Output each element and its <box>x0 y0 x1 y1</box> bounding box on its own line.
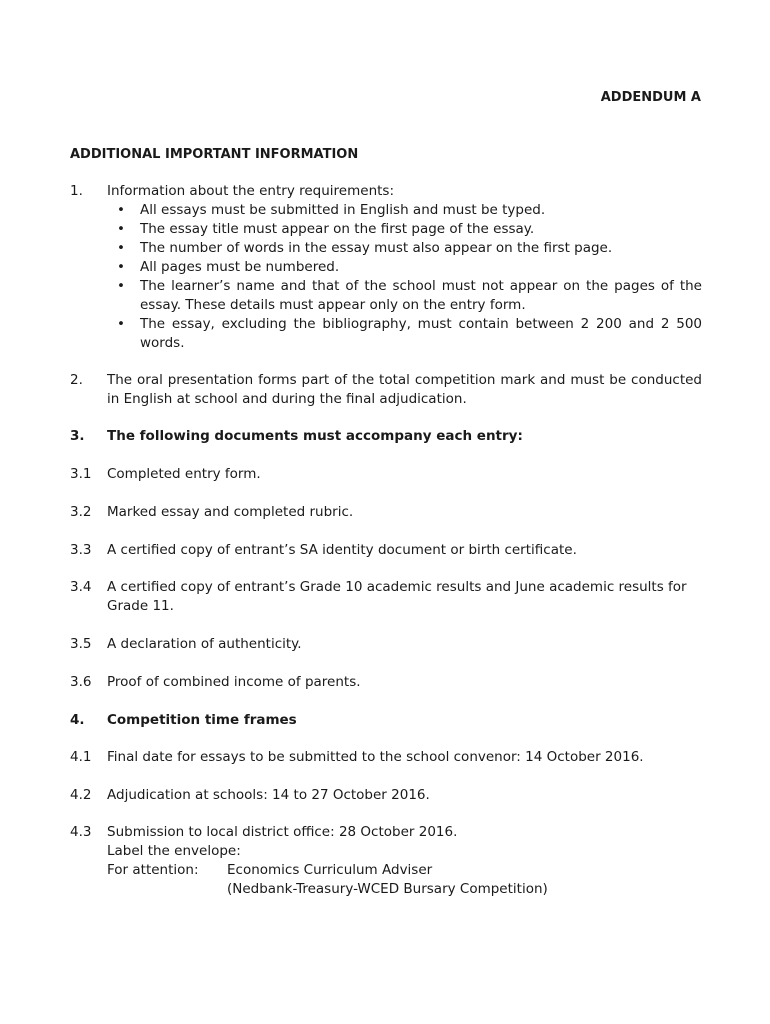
item-number: 4. <box>70 712 85 728</box>
subitem-text: Adjudication at schools: 14 to 27 October 2016. <box>107 787 430 803</box>
subitem-4-2 <box>70 786 702 805</box>
requirements-list <box>107 201 702 353</box>
list-item: • The learner’s name and that of the school must not appear on the pages of the essay. These details must appear only on the entry form. <box>117 278 702 313</box>
item-1 <box>70 182 702 353</box>
item-number: 4.3 <box>70 824 92 840</box>
submission-line: Submission to local district office: 28 October 2016. <box>107 824 458 840</box>
subitem-3-4 <box>70 578 702 616</box>
item-4-heading: Competition time frames <box>107 712 297 728</box>
item-number: 3.1 <box>70 466 92 482</box>
subitem-text: A certified copy of entrant’s Grade 10 academic results and June academic results for Grade 11. <box>107 579 687 614</box>
bullet-icon: • <box>117 240 125 256</box>
label-envelope-line: Label the envelope: <box>107 843 241 859</box>
subitem-text: Marked essay and completed rubric. <box>107 504 354 520</box>
item-number: 4.2 <box>70 787 92 803</box>
item-number: 4.1 <box>70 749 92 765</box>
attention-recipient: Economics Curriculum Adviser <box>227 862 433 878</box>
subitem-3-2 <box>70 503 702 522</box>
bullet-icon: • <box>117 202 125 218</box>
bullet-icon: • <box>117 278 125 294</box>
list-item: • The number of words in the essay must also appear on the first page. <box>117 240 613 256</box>
item-2-text: The oral presentation forms part of the total competition mark and must be conducted in English at school and during the final adjudication. <box>107 372 702 407</box>
subitem-text: Completed entry form. <box>107 466 261 482</box>
bullet-icon: • <box>117 221 125 237</box>
subitem-4-1 <box>70 748 702 767</box>
item-number: 3.6 <box>70 674 92 690</box>
item-1-intro: Information about the entry requirements: <box>107 183 394 199</box>
subitem-text: A certified copy of entrant’s SA identity document or birth certificate. <box>107 542 577 558</box>
subitem-text: Proof of combined income of parents. <box>107 674 361 690</box>
item-4 <box>70 711 702 730</box>
addendum-label: ADDENDUM A <box>600 90 701 105</box>
item-number: 3.2 <box>70 504 92 520</box>
item-3 <box>70 427 702 446</box>
item-2 <box>70 371 702 409</box>
list-item: • The essay title must appear on the first page of the essay. <box>117 221 535 237</box>
attention-block <box>107 861 702 899</box>
bullet-icon: • <box>117 259 125 275</box>
subitem-text: A declaration of authenticity. <box>107 636 302 652</box>
subitem-3-3 <box>70 541 702 560</box>
section-heading: ADDITIONAL IMPORTANT INFORMATION <box>70 147 359 162</box>
subitem-3-6 <box>70 673 702 692</box>
item-number: 3.5 <box>70 636 92 652</box>
subitem-text: Final date for essays to be submitted to the school convenor: 14 October 2016. <box>107 749 644 765</box>
item-number: 3.4 <box>70 579 92 595</box>
attention-label: For attention: <box>107 862 199 878</box>
item-number: 1. <box>70 183 83 199</box>
bullet-icon: • <box>117 316 125 332</box>
item-number: 2. <box>70 372 83 388</box>
subitem-4-3 <box>70 823 702 899</box>
subitem-3-5 <box>70 635 702 654</box>
subitem-3-1 <box>70 465 702 484</box>
attention-competition: (Nedbank-Treasury-WCED Bursary Competition) <box>227 881 548 897</box>
list-item: • All essays must be submitted in English and must be typed. <box>117 202 546 218</box>
item-number: 3. <box>70 428 85 444</box>
item-3-heading: The following documents must accompany each entry: <box>107 428 523 444</box>
list-item: • All pages must be numbered. <box>117 259 340 275</box>
item-number: 3.3 <box>70 542 92 558</box>
list-item: • The essay, excluding the bibliography, must contain between 2 200 and 2 500 words. <box>117 316 702 351</box>
